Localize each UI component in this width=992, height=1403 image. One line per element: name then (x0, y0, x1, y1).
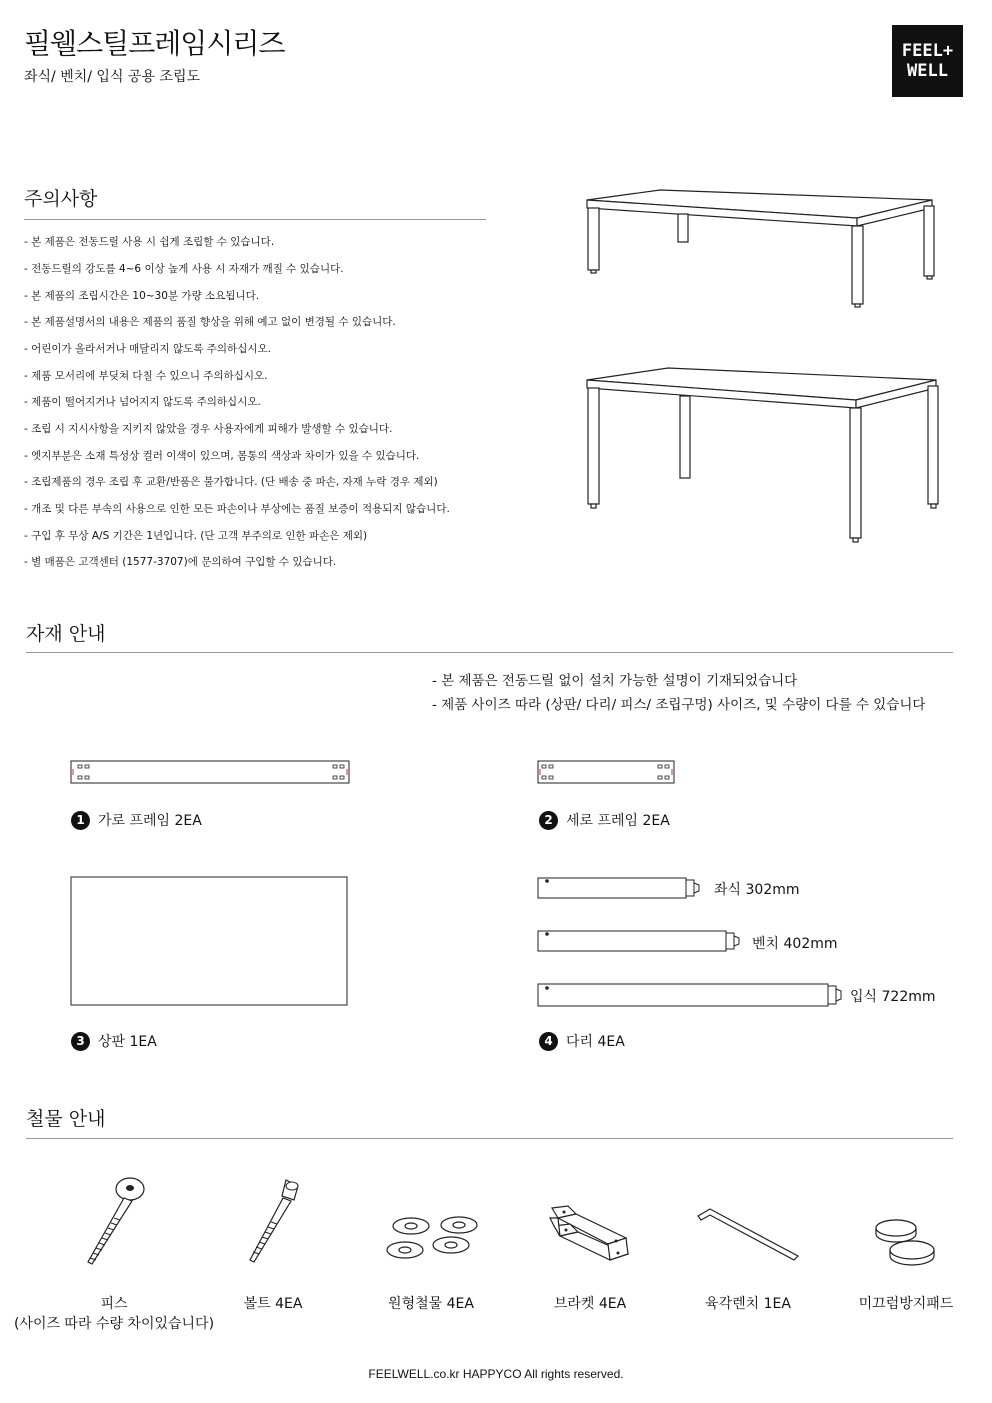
caution-item: - 본 제품은 전동드릴 사용 시 쉽게 조립할 수 있습니다. (24, 236, 275, 248)
caution-title: 주의사항 (24, 188, 98, 210)
leg-label-402: 벤치 402mm (752, 936, 838, 952)
washer-icon (385, 1214, 481, 1264)
bracket-icon (546, 1204, 636, 1266)
part-label-legs (539, 1031, 625, 1051)
part-number: 2 (539, 811, 558, 830)
caution-item: - 본 제품의 조립시간은 10~30분 가량 소요됩니다. (24, 290, 260, 302)
part-name: 상판 1EA (98, 1034, 157, 1050)
leg-illustration-302 (537, 876, 701, 900)
materials-note: - 제품 사이즈 따라 (상판/ 다리/ 피스/ 조립구멍) 사이즈, 및 수량이 다를 수 있습니다 (432, 697, 926, 713)
caution-item: - 제품이 떨어지거나 넘어지지 않도록 주의하십시오. (24, 396, 261, 408)
caution-divider (24, 219, 486, 220)
logo-line2: WELL (907, 61, 948, 81)
part-label-tabletop (71, 1031, 157, 1051)
leg-label-722: 입식 722mm (850, 989, 936, 1005)
horizontal-frame-illustration (70, 760, 352, 786)
leg-illustration-402 (537, 929, 741, 953)
hardware-label-washer: 원형철물 4EA (388, 1296, 474, 1312)
footer-copyright: FEELWELL.co.kr HAPPYCO All rights reserved. (368, 1367, 624, 1381)
caution-item: - 구입 후 무상 A/S 기간은 1년입니다. (단 고객 부주의로 인한 파손은 제외) (24, 530, 368, 542)
page-title: 필웰스틸프레임시리즈 (24, 27, 285, 60)
part-number: 3 (71, 1032, 90, 1051)
page-subtitle: 좌식/ 벤치/ 입식 공용 조립도 (24, 69, 200, 85)
leg-label-302: 좌식 302mm (714, 882, 800, 898)
caution-item: - 별 매품은 고객센터 (1577-3707)에 문의하여 구입할 수 있습니다. (24, 556, 337, 568)
caution-item: - 조립 시 지시사항을 지키지 않았을 경우 사용자에게 피해가 발생할 수 있습니다. (24, 423, 393, 435)
hardware-label-bracket: 브라켓 4EA (553, 1296, 627, 1312)
vertical-frame-illustration (537, 760, 677, 786)
low-table-illustration (584, 188, 944, 310)
hardware-label-anti-slip-pad: 미끄럼방지패드 (858, 1296, 954, 1312)
tall-table-illustration (584, 364, 944, 546)
hardware-sublabel-screw: (사이즈 따라 수량 차이있습니다) (13, 1316, 215, 1332)
caution-item: - 개조 및 다른 부속의 사용으로 인한 모든 파손이나 부상에는 품질 보증이 적용되지 않습니다. (24, 503, 450, 515)
hardware-label-screw: 피스 (100, 1296, 128, 1312)
part-name: 가로 프레임 2EA (98, 813, 202, 829)
caution-item: - 제품 모서리에 부딪쳐 다칠 수 있으니 주의하십시오. (24, 370, 268, 382)
part-number: 1 (71, 811, 90, 830)
caution-item: - 조립제품의 경우 조립 후 교환/반품은 불가합니다. (단 배송 중 파손, 자재 누락 경우 제외) (24, 476, 438, 488)
anti-slip-pad-icon (872, 1216, 942, 1268)
logo-line1: FEEL+ (901, 41, 954, 61)
hex-wrench-icon (696, 1206, 800, 1262)
leg-illustration-722 (537, 982, 843, 1008)
materials-title: 자재 안내 (26, 623, 106, 645)
hardware-divider (26, 1138, 953, 1139)
part-number: 4 (539, 1032, 558, 1051)
hardware-label-hex-wrench: 육각렌치 1EA (705, 1296, 791, 1312)
part-label-vertical-frame (539, 810, 670, 830)
brand-logo (892, 25, 963, 97)
part-name: 다리 4EA (566, 1034, 625, 1050)
caution-item: - 본 제품설명서의 내용은 제품의 품질 향상을 위해 예고 없이 변경될 수 있습니다. (24, 316, 396, 328)
caution-item: - 전동드릴의 강도를 4~6 이상 높게 사용 시 자재가 깨질 수 있습니다. (24, 263, 344, 275)
hardware-title: 철물 안내 (26, 1108, 106, 1130)
caution-item: - 어린이가 올라서거나 매달리지 않도록 주의하십시오. (24, 343, 271, 355)
part-name: 세로 프레임 2EA (566, 813, 670, 829)
materials-note: - 본 제품은 전동드릴 없이 설치 가능한 설명이 기재되었습니다 (432, 673, 798, 689)
bolt-icon (240, 1176, 306, 1268)
tabletop-illustration (70, 876, 350, 1008)
part-label-horizontal-frame (71, 810, 202, 830)
materials-divider (26, 652, 953, 653)
hardware-label-bolt: 볼트 4EA (243, 1296, 303, 1312)
caution-item: - 엣지부분은 소재 특성상 컬러 이색이 있으며, 몸통의 색상과 차이가 있을 수 있습니다. (24, 450, 420, 462)
screw-icon (80, 1174, 150, 1268)
